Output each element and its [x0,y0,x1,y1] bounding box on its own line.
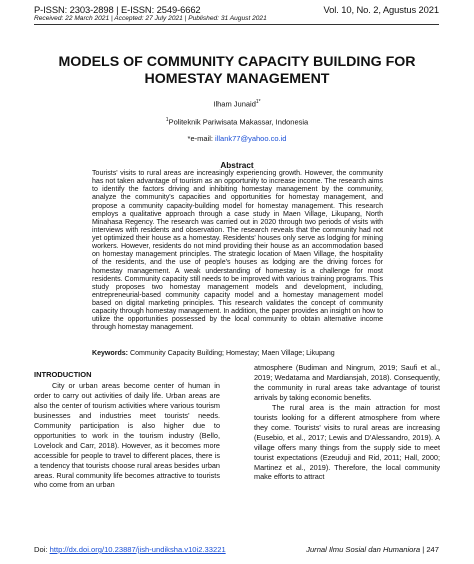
title-line-2: HOMESTAY MANAGEMENT [144,70,330,87]
keywords-line [92,350,392,357]
title-line-1: MODELS OF COMMUNITY CAPACITY BUILDING FOR [58,54,416,70]
page-number: | 247 [420,545,439,554]
left-column [34,370,220,490]
keywords-text: Community Capacity Building; Homestay; Maen Village; Likupang [129,350,335,357]
author-line [0,99,474,109]
volume-text: Vol. 10, No. 2, Agustus 2021 [323,4,439,15]
doi-label: Doi: [34,545,50,554]
header-rule [34,24,439,25]
journal-line [306,545,439,554]
keywords-label: Keywords: [92,350,130,357]
email-line [0,134,474,143]
abstract-body: Tourists' visits to rural areas are increasingly experiencing growth. However, the community has not taken advantage of tourism as an opportunity to increase income. The research aims to identify the factors driving and inhibiting homestay management by the community, analyze the community's capacities and opportunities for homestay management, and propose a community capacity-building model for homestay management. This research employs a qualitative approach through a case study in Maen Village, Likupang, North Minahasa Regency. The research was carried out in 2020 through two periods of visits with interviews with residents and observation. The research reveals that the community had not yet optimized their house as a homestay. Residents' houses only serve as lodging for mining workers. However, residents do not mind providing their house as an accommodation based on homestay management principles. The strategic location of Maen Village, the hospitality of the residents, and the use of people's houses as lodging are the driving forces for homestay management. A weak understanding of homestay is a challenge for most residents. Community capacity still needs to be improved with various training programs. This study proposes two homestay management models and development, including, entrepreneurial-based community capacity model and a homestay management model based on digital marketing principles. This research validates the concept of community capacity through homestay management. In addition, the paper provides an insight on how to utilize the opportunities possessed by the local community to obtain alternative income through homestay management. [92,170,383,332]
introduction-heading: INTRODUCTION [34,370,92,379]
doi-line [34,545,226,554]
author-name: Ilham Junaid [213,99,256,109]
intro-paragraph-1: City or urban areas become center of human in order to carry out activities of daily life. Urban areas are also the center of tourism activities where various tourism businesses and industries meet tourists' needs. Community participation is also higher due to opportunities to work in the tourism industry (Bello, Lovelock and Carr, 2018). However, as it becomes more accessible for people to travel to different places, there is a tendency that tourists choose rural areas besides urban areas. Rural community life becomes attractive to tourists who come from an urban [34,380,220,490]
issn-text: P-ISSN: 2303-2898 | E-ISSN: 2549-6662 [34,4,201,15]
publication-dates: Received: 22 March 2021 | Accepted: 27 July 2021 | Published: 31 August 2021 [34,15,267,22]
running-header [34,4,439,15]
journal-name: Jurnal Ilmu Sosial dan Humaniora [306,545,421,554]
affiliation-line [0,117,474,127]
affiliation-mark: 1 [165,117,169,123]
author-mark: 1* [255,99,261,105]
page-footer [34,545,439,554]
intro-paragraph-1-cont: atmosphere (Budiman and Ningrum, 2019; Saufi et al., 2019; Wedatama and Mardiansjah, 2018). Consequently, the community in rural areas take advantage of tourist arrivals by taking economic benefits. [254,363,440,402]
email-label: *e-mail: [187,134,216,143]
paper-title [40,54,434,87]
email-link[interactable]: illank77@yahoo.co.id [215,134,287,143]
affiliation-text: Politeknik Pariwisata Makassar, Indonesia [168,117,309,127]
right-column [254,363,440,482]
intro-paragraph-2: The rural area is the main attraction for most tourists looking for a different atmosphere from where they come. Tourists' visits to rural areas are increasing (Eusebio, et al., 2017; Lewis and D'Alessandro, 2019). A village offers many things from the supply side to meet tourist expectations (Ezeuduji and Rid, 2011; Hall, 2000; Martinez et al., 2019). Therefore, the local community make efforts to attract [254,402,440,482]
abstract-heading: Abstract [220,161,254,170]
doi-link[interactable]: http://dx.doi.org/10.23887/jish-undiksha.v10i2.33221 [49,545,226,554]
